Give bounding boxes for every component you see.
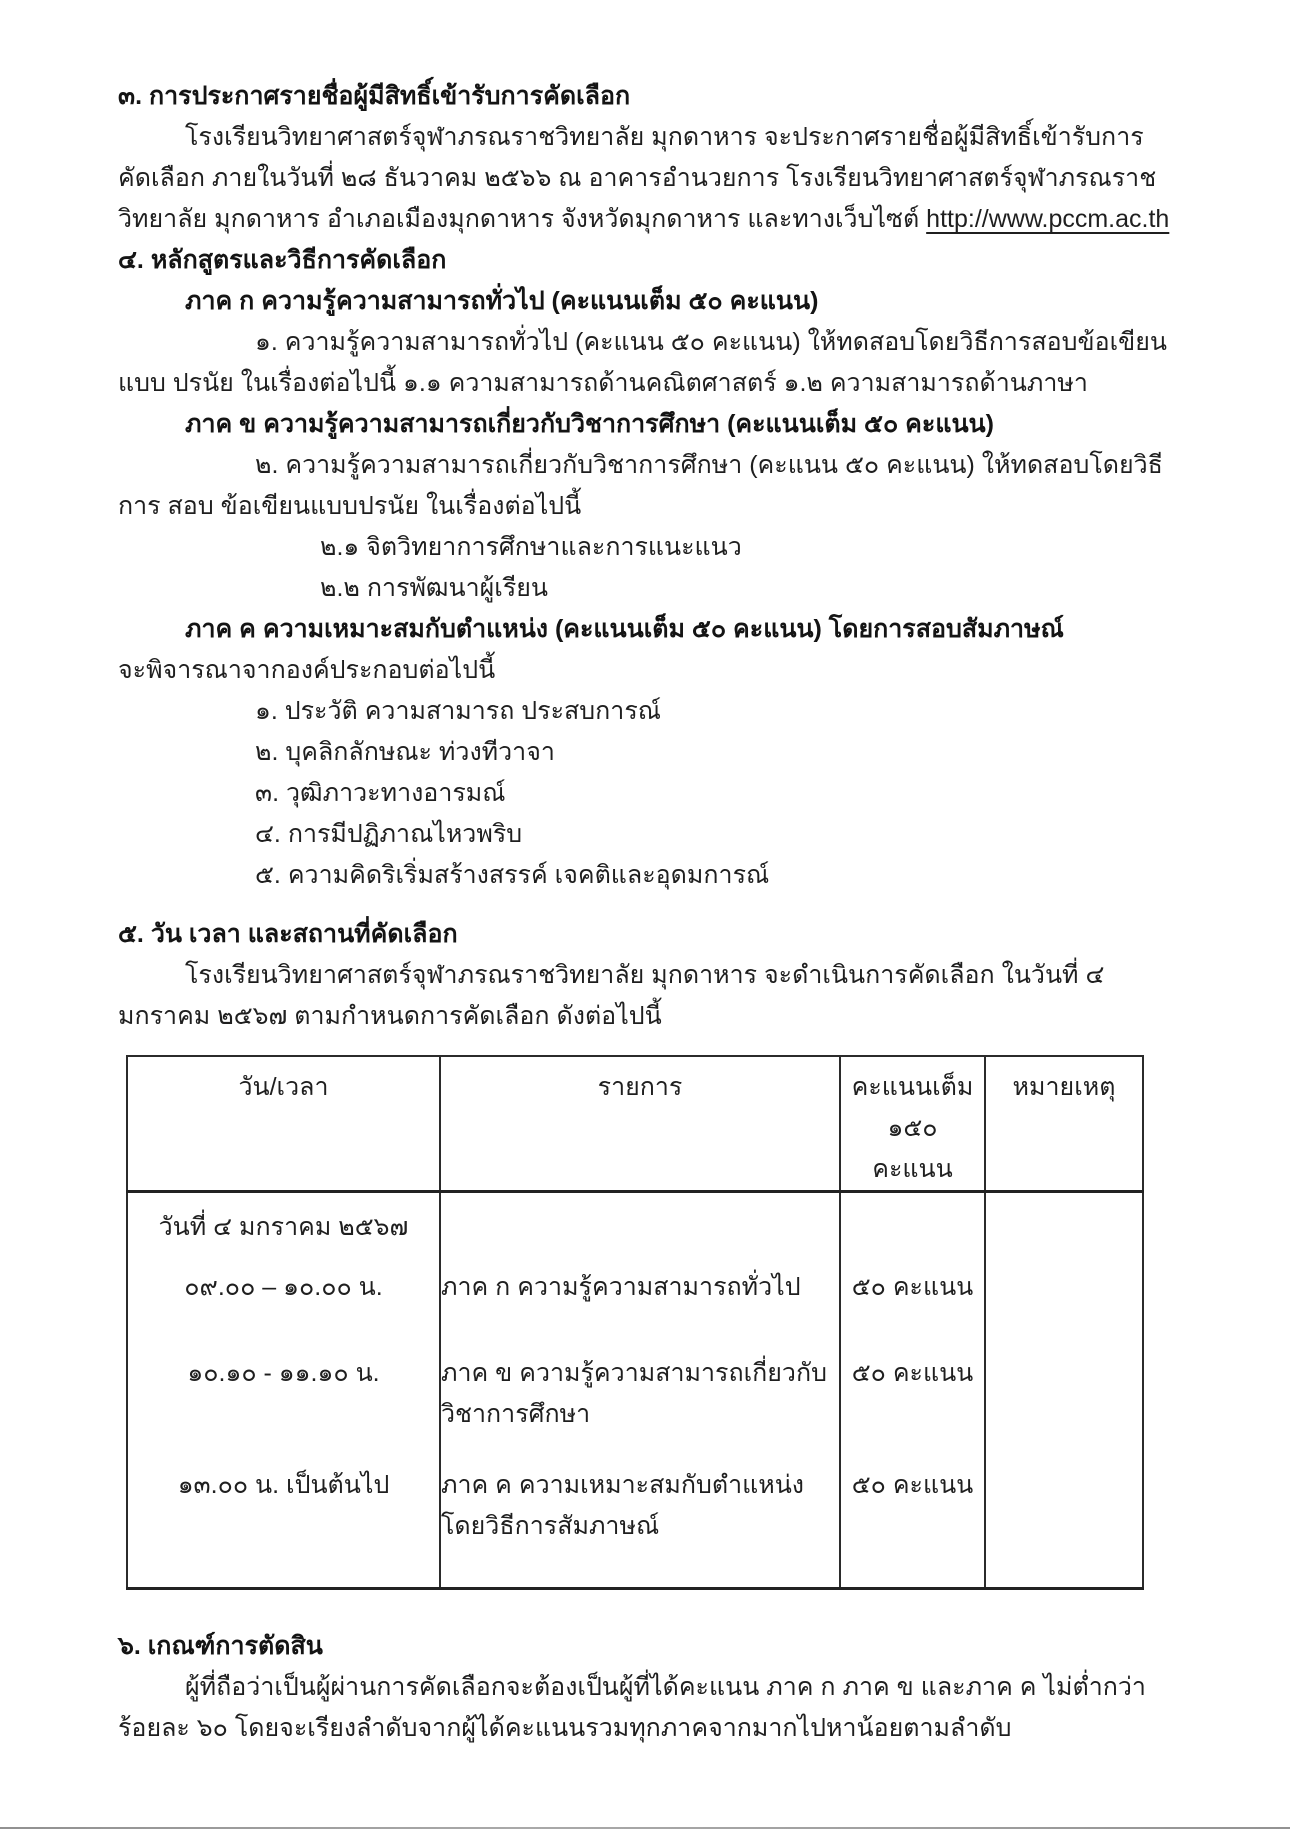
table-row [127,1263,1143,1349]
part-b-heading: ภาค ข ความรู้ความสามารถเกี่ยวกับวิชาการศึกษา (คะแนนเต็ม ๕๐ คะแนน) [185,410,994,438]
cell-empty [985,1192,1143,1264]
table-header-row [127,1056,1143,1192]
scan-edge-artifact [0,1827,1290,1829]
cell-score: ๕๐ คะแนน [840,1263,985,1349]
cell-time: ๐๙.๐๐ – ๑๐.๐๐ น. [127,1263,440,1349]
cell-score: ๕๐ คะแนน [840,1349,985,1453]
section-4-heading: ๔. หลักสูตรและวิธีการคัดเลือก [118,246,447,274]
table-row-date [127,1192,1143,1264]
section-3-paragraph [118,117,1172,240]
part-c-item: ๑. ประวัติ ความสามารถ ประสบการณ์ [255,697,661,725]
part-c-item: ๔. การมีปฏิภาณไหวพริบ [255,820,523,848]
part-c-item: ๓. วุฒิภาวะทางอารมณ์ [255,779,506,807]
selection-schedule-table [126,1055,1144,1590]
header-full-score-line2: ๑๕๐ [887,1114,938,1142]
header-full-score-line1: คะแนนเต็ม [851,1073,974,1101]
table-row [127,1349,1143,1453]
part-b-subitem: ๒.๑ จิตวิทยาการศึกษาและการแนะแนว [320,533,742,561]
header-remark: หมายเหตุ [985,1056,1143,1192]
part-c-item: ๒. บุคลิกลักษณะ ท่วงทีวาจา [255,738,555,766]
section-6-paragraph: ผู้ที่ถือว่าเป็นผู้ผ่านการคัดเลือกจะต้องเป็นผู้ที่ได้คะแนน ภาค ก ภาค ข และภาค ค ไม่ต่ำกว่าร้อยละ ๖๐ โดยจะเรียงลำดับจากผู้ได้คะแนนรวมทุกภาคจากมากไปหาน้อยตามลำดับ [118,1673,1146,1742]
section-3-text: โรงเรียนวิทยาศาสตร์จุฬาภรณราชวิทยาลัย มุกดาหาร จะประกาศรายชื่อผู้มีสิทธิ์เข้ารับการคัดเลือก ภายในวันที่ ๒๘ ธันวาคม ๒๕๖๖ ณ อาคารอำนวยการ โรงเรียนวิทยาศาสตร์จุฬาภรณราชวิทยาลัย มุกดาหาร อำเภอเมืองมุกดาหาร จังหวัดมุกดาหาร และทางเว็บไซต์ [118,123,1157,233]
cell-empty [440,1192,840,1264]
cell-remark [985,1349,1143,1453]
header-item: รายการ [440,1056,840,1192]
cell-time: ๑๐.๑๐ - ๑๑.๑๐ น. [127,1349,440,1453]
part-b-detail: ๒. ความรู้ความสามารถเกี่ยวกับวิชาการศึกษา (คะแนน ๕๐ คะแนน) ให้ทดสอบโดยวิธีการ สอบ ข้อเขียนแบบปรนัย ในเรื่องต่อไปนี้ [118,451,1163,520]
table-row [127,1453,1143,1589]
part-b-subitem: ๒.๒ การพัฒนาผู้เรียน [320,574,549,602]
cell-exam-date: วันที่ ๔ มกราคม ๒๕๖๗ [127,1192,440,1264]
cell-item: ภาค ค ความเหมาะสมกับตำแหน่งโดย​วิธีการสัมภาษณ์ [440,1453,840,1589]
part-c-heading: ภาค ค ความเหมาะสมกับตำแหน่ง (คะแนนเต็ม ๕๐ คะแนน) โดยการสอบสัมภาษณ์ [185,615,1064,643]
section-6-heading: ๖. เกณฑ์การตัดสิน [118,1632,323,1660]
part-c-intro: จะพิจารณาจากองค์ประกอบต่อไปนี้ [118,656,496,684]
cell-time: ๑๓.๐๐ น. เป็นต้นไป [127,1453,440,1589]
cell-empty [840,1192,985,1264]
header-date-time: วัน/เวลา [127,1056,440,1192]
cell-score: ๕๐ คะแนน [840,1453,985,1589]
section-5-heading: ๕. วัน เวลา และสถานที่คัดเลือก [118,920,458,948]
part-c-item: ๕. ความคิดริเริ่มสร้างสรรค์ เจคติและอุดมการณ์ [255,861,770,889]
section-5-paragraph: โรงเรียนวิทยาศาสตร์จุฬาภรณราชวิทยาลัย มุกดาหาร จะดำเนินการคัดเลือก ในวันที่ ๔ มกราคม ๒๕๖๗ ตามกำหนดการคัดเลือก ดังต่อไปนี้ [118,961,1105,1030]
cell-remark [985,1453,1143,1589]
header-full-score [840,1056,985,1192]
cell-remark [985,1263,1143,1349]
part-a-heading: ภาค ก ความรู้ความสามารถทั่วไป (คะแนนเต็ม ๕๐ คะแนน) [185,287,819,315]
part-a-detail: ๑. ความรู้ความสามารถทั่วไป (คะแนน ๕๐ คะแนน) ให้ทดสอบโดยวิธีการสอบข้อเขียนแบบ ปรนัย ในเรื่องต่อไปนี้ ๑.๑ ความสามารถด้านคณิตศาสตร์ ๑.๒ ความสามารถด้านภาษา [118,328,1167,397]
cell-item: ภาค ข ความรู้ความสามารถเกี่ยวกับวิชา​การศึกษา [440,1349,840,1453]
cell-item: ภาค ก ความรู้ความสามารถทั่วไป [440,1263,840,1349]
header-full-score-line3: คะแนน [872,1155,953,1183]
section-3-heading: ๓. การประกาศรายชื่อผู้มีสิทธิ์เข้ารับการคัดเลือก [118,82,631,110]
website-link[interactable]: http://www.pccm.ac.th [926,205,1170,233]
